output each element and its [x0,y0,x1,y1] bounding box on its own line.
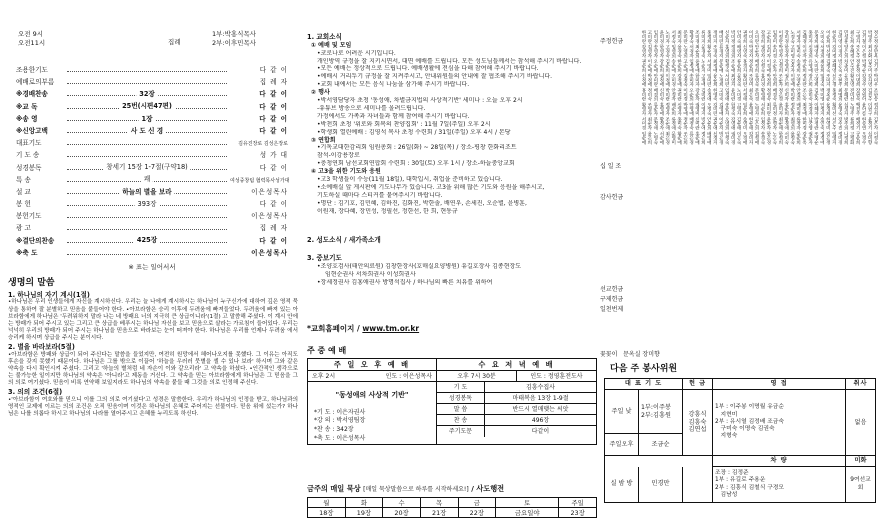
offering-names [638,30,878,348]
offering-names-column: 안미숙 배영자 류순희 문정숙 노미경 고영자 김순애 이은숙 [736,30,742,145]
qt-chapter: 21장 [420,508,458,518]
sunday-afternoon-service [308,359,437,444]
offering-names-column: 이미숙 박경자 정순희 조영미 최은숙 윤영애 한순애 강미자 [748,30,754,145]
news-line: •소예배실 앞 게시판에 기도나무가 있습니다. 고3을 위해 많은 기도와 응원을 해주시고, [317,184,545,192]
order-label: ※신앙고백 [16,126,48,135]
saints-news-title: 2. 성도소식 / 새가족소개 [307,236,381,244]
offering-names-column: 임영미 송미경 오순자 안영희 배경숙 류미정 문영자 노은숙 [771,30,777,145]
news-line: •코로나로 어려운 시기입니다. [317,49,396,57]
order-label: 기 도 송 [16,151,40,160]
news-line: •기독교대한감리회 임원총회 : 26일(화) ~ 28일(목) / 장소-평창 한화리조트 [317,144,517,152]
order-row [16,151,288,163]
order-leader-dots [67,217,227,218]
homepage-link[interactable]: www.tm.or.kr [362,324,420,333]
news-line: •고3 학생들이 수능(11월 18일), 대학입시, 취업을 준비하고 있습니다. [317,176,503,184]
order-leader-dots [67,114,227,123]
header-prayer: 대 표 기 도 [605,379,683,390]
evening-prayer: 민경만 [639,467,683,503]
wed-leader: 인도 : 정영훈전도사 [530,373,583,380]
saints-news [307,236,597,245]
order-content: 1장 [139,115,156,123]
offering-names-column: 장미경 한경자 강영미 권은희 신미자 홍순희 황경애 서미숙 [783,30,789,145]
church-news-title: 1. 교회소식 [307,33,342,41]
sermon-point-body: •'아브라함이 여호와를 믿으니 이를 그의 의로 여기셨다'고 성경은 말씀한다. 우리가 하나님의 인정을 받고, 하나님과의 영적인 교제에 이르는 의의 조건은 오직 믿음이며 이것은 하나님의 은혜로 주어지는 선물이다. 믿음 위에 섰는가? 하나님은 나를 의롭다 하시고 하나님의 나라를 열어주시고 은혜를 누리도록 하신다. [8,396,298,417]
wed-row-label: 성경봉독 [437,393,485,403]
offering-names-column: 정수정 장만옥 김기주 박미우 조한승 정선희 김은자 이정숙 [873,30,878,145]
offering-names-column: 이정란 박영자 김경희 조순자 정은경 윤미자 최순애 한정희 [777,30,783,145]
service-time-1: 오전 9시 [18,30,44,38]
qt-day: 금 [458,498,496,508]
offering-column [600,0,878,529]
news-line: 개인방역 규정을 잘 지키시면서, 대면 예배를 드립니다. 모든 성도님들께서는 참석해 주시기 바랍니다. [317,57,582,65]
offering-names-column: 황영숙 서경자 임정애 송미자 오순희 안영애 배정숙 류은경 [688,30,694,145]
flower-offering [600,351,660,359]
welcome-servers: 1부 : 이주봉 이명월 유금순 지현미 2부 : 유시열 김정배 조금숙 구미숙 이명숙 김권숙 지형숙 [713,390,846,456]
order-leader-dots [67,175,227,184]
offering-category: 일천번제 [600,306,624,313]
order-row [16,127,288,139]
homepage [307,324,419,333]
offering-category: 선교헌금 [600,286,624,293]
order-performer: 이은성목사 [251,248,288,257]
order-label: ※경배찬송 [16,90,48,99]
offering-names-column: 서정숙 임영희 송순애 오미경 안경자 배순희 류정애 문영미 [670,30,676,145]
news-line: •교회 내에서는 모든 음식 나눔을 삼가해 주시기 바랍니다. [317,81,470,89]
sunday-pm-sermon-title: "동성애의 사상적 기반" [335,391,409,399]
daily-meditation-title [307,484,597,494]
offering-names-column: 서영자 임미숙 송정희 오영순 안경희 배미정 류정자 문순희 [795,30,801,145]
news-line: •박서영담당자 초청 '동성애, 차별금지법의 사상적기반' 세미나 : 오늘 오후 2시 [317,97,523,105]
order-performer: 다 같 이 [259,114,288,123]
homepage-label: *교회홈페이지 / [307,324,363,333]
order-label: 특 송 [16,175,31,184]
order-leader-dots [67,71,227,72]
wed-row-label: 주기도문 [437,426,485,437]
sermon-point-heading: 2. 별을 바라보라(5절) [8,343,75,352]
order-performer: 다 같 이 [259,200,288,209]
order-performer: 여성중창팀 협력목사성가대 [230,177,290,184]
servers-table [604,378,876,503]
news-line: 기도하실 때마다 스티커를 붙여주시기 바랍니다. [317,191,443,199]
sunday-pm-line: *축 도 : 이은성목사 [314,434,366,442]
order-leader-dots [67,236,227,245]
order-performer: 이은성목사 [251,187,288,196]
weekly-worship-table [307,358,597,445]
offering-names-column: 오미란 안순자 배정희 류영숙 문미경 노영자 고은희 김정애 [754,30,759,145]
sunday-pm-line: *강 의 : 박서영팀장 [314,417,366,425]
sunday-prayer: 1부:이주봉 2부:김흥원 [639,390,683,434]
qt-day: 수 [383,498,421,508]
order-performer: 다 같 이 [259,90,288,99]
sunday-pm-leader: 인도 : 이은성목사 [385,373,432,380]
offering-names-column: 한미란 강영자 권순희 신정애 홍미란 황영자 서미경 임순애 [640,30,646,145]
order-row [16,237,288,249]
wed-time: 오후 7시 30분 [437,371,517,381]
qt-day: 목 [420,498,458,508]
order-label: ※결단의찬송 [16,236,55,245]
offering-names-column: 김혜경 이선자 박순희 정미란 조은숙 최경애 한미경 강순옥 [801,30,807,145]
prayer-requests-title: 3. 중보기도 [307,254,342,262]
news-line: •모든 예배는 정상적으로 드립니다. 예배생활에 전심을 다해 참여해 주시기 바랍니다. [317,65,539,73]
church-news [307,33,597,216]
news-line: •박천희 초청 '위로와 회복의 찬양집회' : 11월 7일(주일) 오후 2시 [317,120,491,128]
news-line: 참석-이강용장로 [317,152,360,160]
order-leader-dots [67,187,227,196]
offering-names-column: 신순자 홍영희 황정숙 서미란 임경애 송순자 오영희 안정숙 [724,30,730,145]
order-content: 사 도 신 경 [128,127,166,135]
sunday-pm-prayer: 조금순 [639,434,683,456]
offering-names-column: 최은희 송혜정 안수진 황보영 전미선 노영주 류희정 고정화 [849,30,855,145]
offering-names-column: 문경희 배영숙 노미란 고영희 김순옥 이혜자 박정란 조영순 [813,30,819,145]
order-row [16,188,288,200]
qt-subtitle: [매일 묵상말씀으로 하루를 시작하세요!] [363,486,469,493]
prayer-requests [307,254,597,286]
prayer-line: •장세정권사 김홍애권사 방명석집사 / 하나님의 빠른 치유를 위하여 [317,278,493,286]
offering-names-column: 박미정 정경희 조순애 최영자 윤미란 한정숙 강영애 권미경 [730,30,736,145]
offering-names-column: 류미자 문경숙 노순자 고정애 김미란 이영자 박순애 정은희 [700,30,706,145]
news-line: 이원재, 장다혜, 장민성, 정필선, 정한선, 한 희, 현동규 [317,207,458,215]
offering-category: 십 일 조 [600,163,622,170]
offering-names-column: 최미자 윤경숙 한순희 강정애 권미란 신영자 홍미숙 황순애 [676,30,682,145]
order-label: ※송 영 [16,114,38,123]
row-label-sunday-pm: 주일오후 [605,434,639,456]
lead-name-1: 1부:박홍식목사 [212,30,256,38]
sermon-summary [8,278,298,418]
header-offering: 헌 금 [683,379,713,390]
sermon-point-heading: 1. 하나님의 자기 계시(1절) [8,291,90,300]
order-row [16,115,288,127]
order-leader-dots [67,126,227,135]
order-label: 광 고 [16,224,31,233]
sunday-pm-line: *기 도 : 이은자권사 [314,408,366,416]
sunday-pm-title: 주 일 오 후 예 배 [308,359,436,371]
service-time-2: 오전11시 [18,39,46,48]
news-subheading: ② 행사 [311,89,330,97]
order-leader-dots [67,156,227,157]
news-column [307,0,597,529]
order-row [16,139,288,151]
service-times [18,30,45,48]
worship-order-column [8,0,298,529]
sunday-pm-info [308,371,436,382]
prayer-line: •조양호검사(태안의료원) 김창한장사(호매실요양병원) 유길호장사 김종현장도 [317,262,522,270]
offering-names-column: 윤미경 한영자 강순희 권정애 신미숙 홍영애 황정자 서순애 [658,30,664,145]
order-performer: 성 가 대 [259,151,288,160]
qt-chapter: 금요일야 [496,508,559,518]
offering-names-column: 배미란 류경자 문순애 노정희 고미숙 김영애 이순자 박은경 [718,30,724,145]
offering-names-column: 고미란 김영자 이순애 박정애 정미숙 조영자 최순자 윤은희 [646,30,652,145]
qt-day: 토 [496,498,559,508]
order-performer: 다 같 이 [259,126,288,135]
offering-names-column: 김미영 이경자 박은숙 조현주 최명희 윤영숙 장수진 정미경 [837,30,843,145]
offering-names-column: 박영주 최선화 임주미 강자영 김진주 이현구 윤정기 심미향 [867,30,873,145]
qt-chapter: 19장 [345,508,383,518]
wed-info [437,371,596,382]
order-content: 쾌 [141,175,153,183]
order-performer: 집 례 자 [259,78,288,87]
order-content: 32장 [136,90,158,98]
wed-title: 수 요 저 녁 예 배 [437,359,596,371]
sunday-pm-time: 오후 2시 [312,373,336,380]
offering-category: 주정헌금 [600,38,624,45]
order-content: 25번(시편47편) [119,102,175,110]
wed-row [437,426,596,437]
qt-day: 월 [308,498,346,508]
daily-meditation-table [307,497,597,518]
order-row [16,103,288,115]
order-content: 425장 [134,236,160,244]
qt-day: 주일 [559,498,597,508]
offering-names-column: 한순자 강미정 권혜영 신은경 홍정숙 황미선 서은주 임영자 [831,30,837,145]
qt-book: / 사도행전 [471,484,505,493]
news-line: •학생회 열린예배 : 김영석 목사 초청 수련회 / 31일(주일) 오후 4시 / 본당 [317,128,511,136]
offering-names-column: 노경숙 고미영 김옥자 이영애 박미란 정순자 최영희 윤정숙 [789,30,795,145]
offering-names-column: 홍미자 신경희 유영애 장은희 윤미숙 차경자 남궁영 권순자 [807,30,813,145]
sunday-pm-line: *찬 송 : 342장 [314,426,354,434]
lead-name-2: 2부:이후민목사 [212,39,256,48]
header-vehicle: 차 량 [713,456,846,467]
news-line: •예배시 거리두기 규정을 잘 지켜주시고, 안내위원들의 안내에 잘 협조해 주시기 바랍니다. [317,73,553,81]
offering-names-column: 민성훈 양은희 차종미 유진희 문혜란 심성자 방주희 나정희 [843,30,849,145]
offering-names-column: 이순희 박선영 김정숙 조미자 정옥순 윤경희 한영미 강은정 [825,30,831,145]
qt-day: 화 [345,498,383,508]
offering-names-column: 오미숙 서정희 최윤희 임경숙 백미영 안정자 송인숙 정경애 [819,30,825,145]
wed-row-label: 찬 송 [437,415,485,425]
order-leader-dots [67,102,227,111]
order-performer: 다 같 이 [259,66,288,74]
offering-names-column: 노미자 고경숙 김순희 이정애 박미란 정영자 조순애 최은경 [664,30,670,145]
offering-category: 구제헌금 [600,296,624,303]
order-performer: 이은성목사 [251,212,288,221]
offering-names-column: 임미경 송영자 오순애 안미란 배경희 류순자 문정애 노영숙 [652,30,658,145]
cleaning-servers: 9여선교회 [846,467,876,503]
news-subheading: ④ 고3을 위한 기도와 응원 [311,168,381,176]
row-label-sunday: 주일 낮 [605,390,639,434]
order-leader-dots [67,83,227,84]
order-note: ※ 표는 일어서서 [128,263,176,271]
header-welcome: 영 접 [713,379,846,390]
qt-chapter: 23장 [559,508,597,518]
order-label: 봉헌기도 [16,212,42,221]
order-content: 393장 [135,200,160,208]
order-leader-dots [67,90,227,99]
order-label: 조용한기도 [16,66,48,74]
order-performer: 다 같 이 [259,102,288,111]
next-week-servers-title: 다음 주 봉사위원 [610,364,678,374]
header-cooking: 취사 [846,379,876,390]
wed-row [437,415,596,426]
order-label: 설 교 [16,187,31,196]
order-leader-dots [67,229,227,230]
wed-row-label: 말 씀 [437,404,485,414]
row-label-evening: 실 밤 방 [605,467,639,503]
order-row [16,164,288,176]
offering-category: 감사헌금 [600,194,624,201]
sermon-point-heading: 3. 의의 조건(6절) [8,388,63,397]
lead-label: 집례 [168,38,181,46]
offering-names-column: 정미자 조경숙 최정애 윤순희 한영숙 강미란 권순애 신경자 [712,30,718,145]
order-leader-dots [67,254,227,255]
sermon-title: 생명의 말씀 [8,278,55,288]
order-leader-dots [67,163,227,172]
news-subheading: ③ 연합회 [311,136,336,144]
order-row [16,78,288,90]
vehicle-servers: 조장 : 김정준 1부 : 유길로 주용운 2부 : 김흥식 김철식 구경모 김남성 [713,467,846,503]
order-performer: 다 같 이 [259,163,288,172]
order-of-worship [16,66,288,271]
order-label: 성경봉독 [16,163,42,172]
wed-row-value: 김흥수집사 [526,384,555,391]
order-label: 봉 헌 [16,200,31,209]
order-label: ※교 독 [16,102,38,111]
wed-row [437,393,596,404]
qt-chapter: 22장 [458,508,496,518]
qt-title: 금주의 매일 묵상 [307,484,361,493]
offering-names-column: 고순희 김미자 이경애 박정희 정영숙 최미란 윤순자 한은경 [765,30,771,145]
order-label: 예배로의부름 [16,78,55,87]
order-leader-dots [67,199,227,208]
news-line: 가정에서도 가족과 자녀들과 함께 참여해 주시기 바랍니다. [317,112,470,120]
wed-row-value: 마태복음 13장 1-9절 [512,395,569,402]
order-label: ※축 도 [16,248,38,257]
wed-row [437,382,596,393]
offering-names-column: 강경희 권영자 신정숙 홍미경 황영애 서순희 임정자 송경숙 [759,30,765,145]
order-row [16,212,288,224]
offering-names-column: 문미란 노영희 고순애 김정숙 이미경 박영애 정순자 조은희 [682,30,688,145]
wed-row-value: 다같이 [531,428,550,435]
wednesday-evening-service [437,359,596,444]
wed-row-value: 496장 [531,417,550,424]
weekly-worship-title: 주 중 예 배 [307,346,347,355]
offering-names-column: 홍정희 황순자 서영미 임미란 송경애 오정숙 안순희 배영애 [706,30,712,145]
order-content: 하늘의 별을 보라 [119,188,174,196]
qt-chapter: 20장 [383,508,421,518]
prayer-line: 임현순권사 서차희권사 이성희권사 [325,270,416,278]
flower-names: 문옥실 장미향 [623,351,660,358]
offering-names-column: 권정희 신영숙 홍경자 황미란 서정애 임순희 송영미 오경애 [742,30,748,145]
order-performer: 다 같 이 [259,236,288,245]
flower-label: 꽃꽂이 [600,351,618,358]
sermon-point-body: •하나님은 우리 인생들에게 자신을 계시하신다. 우리는 늘 나에게 계시하시는 하나님이 누구신가에 대하여 깊은 영적 묵상을 통하여 잘 분별하고 믿음을 붙들어야 한다. •아브라함은 승리 이후에 두려움에 빠져들었다. 두려움에 빠져 있는 아브라함에게 하나님은 '두려워하지 말라 나는 네 방패요 너의 지극히 큰 상급이니라'(1절) 고 말씀해 주셨다. 이 계시 안에는 방패가 되어 주시고 있는 그리고 큰 상급을 베푸시는 하나님 자신을 보고 믿음으로 살라는 가르침이 들어있다. 우리는 넉넉히 우리의 방패가 되어 주시는 하나님을 믿음으로 바라보는 눈이 떠져야 한다. 하나님은 우리를 언제나 두려움 에서 승리케 하시며 상급을 주시는 분이시다. [8,299,298,342]
order-row [16,249,288,261]
order-row [16,66,288,78]
offering-names-column: 구영자 조은주 정윤정 이명희 장현숙 백진주 배정기 공순희 [855,30,861,145]
news-subheading: ① 예배 및 모임 [311,41,352,49]
order-content: 창세기 15장 1-7절(구약18) [103,163,190,171]
order-row [16,200,288,212]
offering-names-column: 조미경 최순희 윤정애 한미자 강순자 권영미 신미란 홍순애 [694,30,700,145]
wed-row [437,404,596,415]
order-row [16,90,288,102]
news-line: •명단 : 김기호, 김민혜, 김하진, 김화진, 박한솔, 배연우, 손세진, 오순별, 윤병훈, [317,199,527,207]
order-performer: 집 례 자 [259,224,288,233]
cooking-servers: 없음 [846,390,876,456]
order-row [16,176,288,188]
qt-chapter: 18장 [308,508,346,518]
wed-row-value: 반드시 열매맺는 씨앗 [512,406,569,413]
order-row [16,224,288,236]
offering-names-column: 김기철 이은정 박재순 강경수 정원아 윤아름 한승연 오경수 [861,30,867,145]
order-label: 대표기도 [16,139,42,148]
lead-names [212,30,256,48]
news-line: -유튜브 방송으로 세미나를 올려드립니다. [317,104,426,112]
sermon-point-body: •아브라함은 방패와 상급이 되어 주신다는 말씀을 들었지만, 여전히 원망에서 헤어나오지를 못했다. 그 이유는 아직도 후손을 갖지 못했기 때문이다. 하나님은 그를 밖으로 이끌어 '하늘을 우러러 뭇별을 셀 수 있나 보라' 하시며 그와 같은 약속을 다시 확인시켜 주셨다. 그리고 '하늘의 별처럼 네 자손이 이와 같으리라' 고 약속을 하셨다. •인간적인 생각으로는 불가능한 일이지만 하나님의 약속은 '아니라'고 제동을 거신다. 그 약속을 믿는 아브라함에게 하나님은 그 믿음을 그의 의로 여기셨다. 믿음이 비록 연약해 보일지라도 하나님의 약속을 붙들 때 그것을 의로 인정해 주신다. [8,351,298,387]
order-leader-dots [67,144,227,145]
news-line: •충청연회 남선교회연합회 수련회 : 30일(토) 오후 1시 / 장소-하늘중앙교회 [317,160,515,168]
wed-row-label: 기 도 [437,382,485,392]
order-performer: 김유진장로 김성은장로 [238,141,288,148]
offering-servers: 강흥식 김흥숙 김연섭 [683,390,713,456]
header-cleaning: 미화 [846,456,876,467]
offering-list [600,30,878,348]
